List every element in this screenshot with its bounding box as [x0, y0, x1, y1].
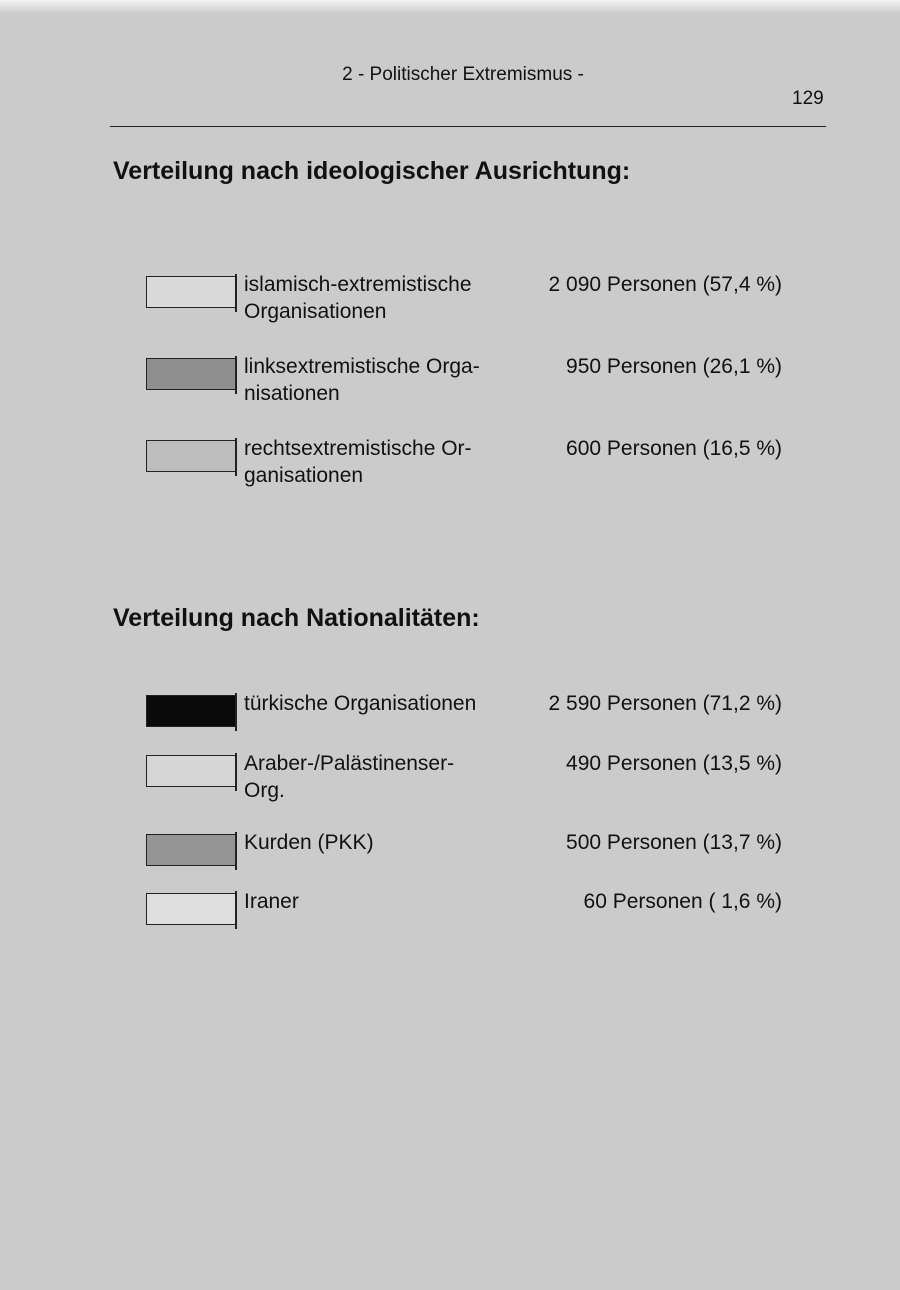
legend-swatch [146, 695, 236, 727]
legend-label-line2: Org. [244, 779, 285, 802]
legend-label [244, 353, 499, 407]
page-top-edge [0, 0, 900, 14]
legend-label [244, 271, 499, 325]
legend-label-line1: Iraner [244, 890, 299, 913]
page-number: 129 [792, 88, 824, 109]
legend-label-line1: linksextremistische Orga- [244, 355, 480, 378]
legend-label-line1: Araber-/Palästinenser- [244, 752, 455, 775]
legend-label-line2: nisationen [244, 382, 340, 405]
legend-value: 490 Personen (13,5 %) [566, 752, 782, 775]
legend-label-line1: rechtsextremistische Or- [244, 437, 472, 460]
legend-label-line1: islamisch-extremistische [244, 273, 472, 296]
legend-value: 600 Personen (16,5 %) [566, 437, 782, 460]
legend-swatch [146, 755, 236, 787]
legend-value: 60 Personen ( 1,6 %) [583, 890, 782, 913]
legend-value: 500 Personen (13,7 %) [566, 831, 782, 854]
legend-swatch [146, 358, 236, 390]
legend-swatch [146, 834, 236, 866]
legend-label [244, 829, 499, 856]
legend-value: 950 Personen (26,1 %) [566, 355, 782, 378]
legend-value: 2 590 Personen (71,2 %) [548, 692, 782, 715]
legend-label [244, 888, 499, 915]
legend-swatch [146, 440, 236, 472]
legend-label-line2: Organisationen [244, 300, 387, 323]
legend-label-line2: ganisationen [244, 464, 364, 487]
header-rule [110, 126, 826, 127]
legend-label-line1: türkische Organisationen [244, 692, 477, 715]
nationality-section-title: Verteilung nach Nationalitäten: [113, 604, 480, 632]
legend-swatch [146, 893, 236, 925]
legend-label [244, 690, 499, 717]
legend-label [244, 435, 499, 489]
ideology-section-title: Verteilung nach ideologischer Ausrichtung: [113, 157, 631, 185]
legend-label-line1: Kurden (PKK) [244, 831, 374, 854]
running-header: 2 - Politischer Extremismus - [342, 64, 584, 85]
legend-label [244, 750, 499, 804]
legend-value: 2 090 Personen (57,4 %) [548, 273, 782, 296]
legend-swatch [146, 276, 236, 308]
